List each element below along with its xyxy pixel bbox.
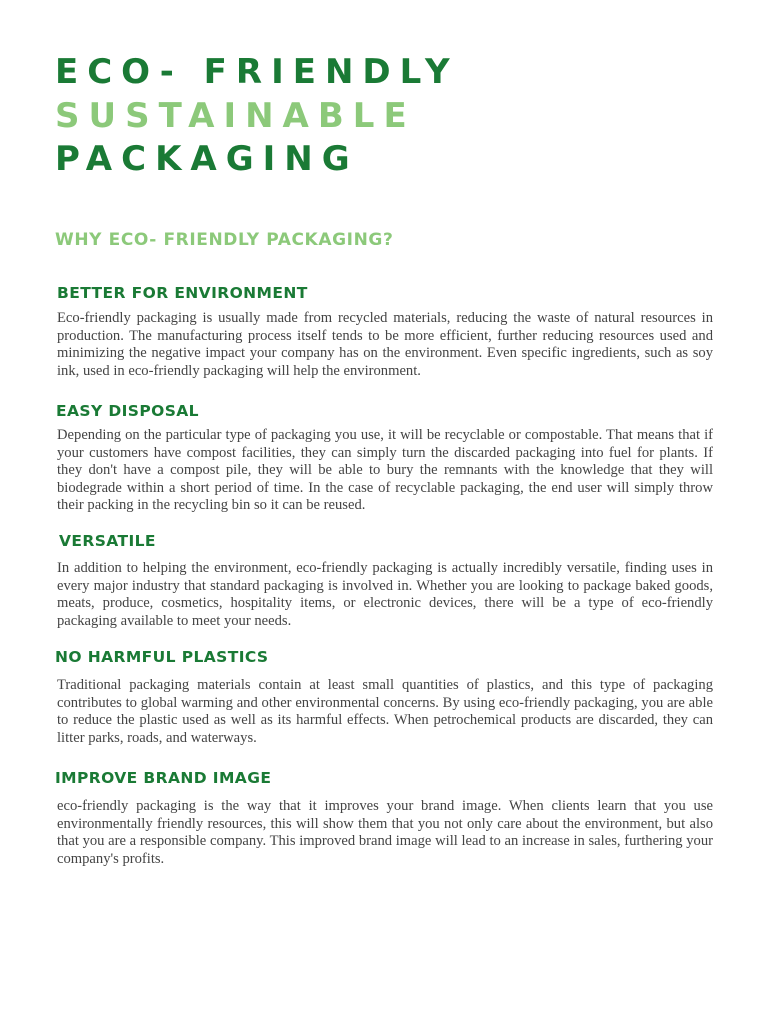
section-heading-easy-disposal: EASY DISPOSAL [56, 402, 199, 420]
section-heading-better-for-environment: BETTER FOR ENVIRONMENT [57, 284, 308, 302]
section-body-improve-brand-image: eco-friendly packaging is the way that it improves your brand image. When clients learn that you use environmentally friendly resources, this will show them that you not only care about the environment, but also that you are a responsible company. This improved brand image will lead to an increase in sales, furthering your company's profits. [57, 798, 713, 867]
title-line-eco-friendly: ECO- FRIENDLY [55, 52, 459, 92]
section-heading-versatile: VERSATILE [59, 532, 156, 550]
section-body-better-for-environment: Eco-friendly packaging is usually made from recycled materials, reducing the waste of natural resources in production. The manufacturing process itself tends to be more efficient, further reducing resources used and minimizing the negative impact your company has on the environment. Even specific ingredients, such as soy ink, used in eco-friendly packaging will help the environment. [57, 310, 713, 379]
section-heading-improve-brand-image: IMPROVE BRAND IMAGE [55, 769, 272, 787]
subtitle: WHY ECO- FRIENDLY PACKAGING? [55, 230, 394, 250]
section-heading-no-harmful-plastics: NO HARMFUL PLASTICS [55, 648, 269, 666]
section-body-no-harmful-plastics: Traditional packaging materials contain at least small quantities of plastics, and this type of packaging contributes to global warming and other environmental concerns. By using eco-friendly packaging, you are able to reduce the plastic used as well as its harmful effects. When petrochemical products are discarded, they can litter parks, roads, and waterways. [57, 677, 713, 746]
title-line-sustainable: SUSTAINABLE [55, 96, 416, 136]
section-body-easy-disposal: Depending on the particular type of packaging you use, it will be recyclable or compostable. That means that if your customers have compost facilities, they can simply turn the discarded packaging into fuel for plants. If they don't have a compost pile, they will be able to bury the remnants with the knowledge that they will biodegrade within a short period of time. In the case of recyclable packaging, the end user will simply throw their packing in the recycling bin so it can be reused. [57, 427, 713, 513]
section-body-versatile: In addition to helping the environment, eco-friendly packaging is actually incredibly versatile, finding uses in every major industry that standard packaging is involved in. Whether you are looking to package baked goods, meats, produce, cosmetics, hospitality items, or electronic devices, there will be a type of eco-friendly packaging available to meet your needs. [57, 560, 713, 629]
title-line-packaging: PACKAGING [55, 139, 359, 179]
